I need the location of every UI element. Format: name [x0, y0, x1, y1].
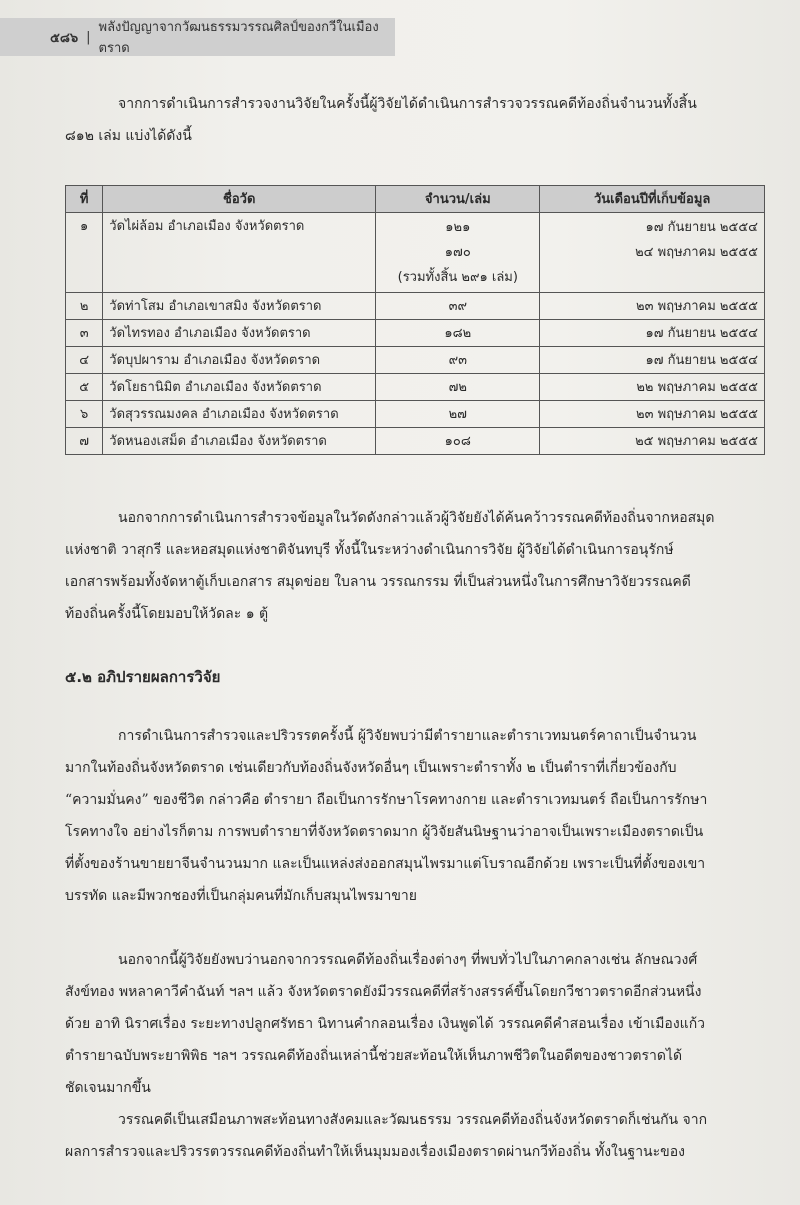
cell-temple: วัดไทรทอง อำเภอเมือง จังหวัดตราด [103, 320, 376, 347]
table-row [66, 213, 765, 293]
discussion-paragraph-3-cont [65, 1136, 685, 1168]
cell-temple: วัดท่าโสม อำเภอเขาสมิง จังหวัดตราด [103, 293, 376, 320]
table-row [66, 347, 765, 374]
cell-quantity: ๗๒ [376, 374, 540, 401]
temple-table [65, 185, 765, 455]
table-row [66, 401, 765, 428]
text-line: นอกจากการดำเนินการสำรวจข้อมูลในวัดดังกล่าวแล้วผู้วิจัยยังได้ค้นคว้าวรรณคดีท้องถิ่นจากหอสมุด [118, 510, 715, 526]
col-header-no: ที่ [66, 186, 103, 213]
header-separator: | [86, 29, 91, 45]
cell-no: ๔ [66, 347, 103, 374]
cell-temple: วัดโยธานิมิต อำเภอเมือง จังหวัดตราด [103, 374, 376, 401]
cell-temple: วัดสุวรรณมงคล อำเภอเมือง จังหวัดตราด [103, 401, 376, 428]
after-table-paragraph-cont [65, 534, 691, 630]
cell-no: ๑ [66, 213, 103, 293]
table-row [66, 320, 765, 347]
cell-date: ๑๗ กันยายน ๒๕๕๔ [540, 320, 765, 347]
table-row [66, 293, 765, 320]
discussion-paragraph-2 [118, 944, 697, 976]
text-line: แห่งชาติ วาสุกรี และหอสมุดแห่งชาติจันทบุรี ทั้งนี้ในระหว่างดำเนินการวิจัย ผู้วิจัยได้ดำเนินการอนุรักษ์ [65, 542, 674, 558]
cell-date: ๑๗ กันยายน ๒๕๕๔ [540, 347, 765, 374]
intro-paragraph-cont [65, 120, 192, 152]
text-line: โรคทางใจ อย่างไรก็ตาม การพบตำรายาที่จังหวัดตราดมาก ผู้วิจัยสันนิษฐานว่าอาจเป็นเพราะเมืองตราดเป็น [65, 824, 704, 840]
cell-quantity: ๑๐๘ [376, 428, 540, 455]
col-header-date: วันเดือนปีที่เก็บข้อมูล [540, 186, 765, 213]
text-line: บรรทัด และมีพวกชองที่เป็นกลุ่มคนที่มักเก็บสมุนไพรมาขาย [65, 888, 417, 904]
discussion-paragraph-1 [118, 720, 696, 752]
table-header-row [66, 186, 765, 213]
cell-temple: วัดหนองเสม็ด อำเภอเมือง จังหวัดตราด [103, 428, 376, 455]
cell-temple: วัดไผ่ล้อม อำเภอเมือง จังหวัดตราด [103, 213, 376, 293]
date-value: ๑๗ กันยายน ๒๕๕๔ [645, 220, 758, 235]
intro-paragraph [118, 88, 697, 120]
text-line: วรรณคดีเป็นเสมือนภาพสะท้อนทางสังคมและวัฒนธรรม วรรณคดีท้องถิ่นจังหวัดตราดก็เช่นกัน จาก [118, 1112, 708, 1128]
discussion-paragraph-1-cont [65, 752, 707, 912]
cell-date: ๒๒ พฤษภาคม ๒๕๕๕ [540, 374, 765, 401]
page-number: ๕๘๖ [50, 30, 79, 46]
text-line: สังข์ทอง พหลาคาวีคำฉันท์ ฯลฯ แล้ว จังหวัดตราดยังมีวรรณคดีที่สร้างสรรค์ขึ้นโดยกวีชาวตราดอีกส่วนหนึ่ง [65, 984, 702, 1000]
text-line: ๘๑๒ เล่ม แบ่งได้ดังนี้ [65, 128, 192, 144]
quantity-value: ๑๗๐ [444, 245, 471, 260]
cell-date [540, 213, 765, 293]
text-line: เอกสารพร้อมทั้งจัดหาตู้เก็บเอกสาร สมุดข่อย ใบลาน วรรณกรรม ที่เป็นส่วนหนึ่งในการศึกษาวิจัยวรรณคดี [65, 574, 691, 590]
text-line: ผลการสำรวจและปริวรรตวรรณคดีท้องถิ่นทำให้เห็นมุมมองเรื่องเมืองตราดผ่านกวีท้องถิ่น ทั้งในฐานะของ [65, 1144, 685, 1160]
date-value: ๒๔ พฤษภาคม ๒๕๕๕ [635, 245, 758, 260]
section-heading: ๕.๒ อภิปรายผลการวิจัย [65, 668, 221, 686]
cell-quantity: ๒๗ [376, 401, 540, 428]
cell-quantity: ๑๘๒ [376, 320, 540, 347]
quantity-value: ๑๒๑ [445, 220, 471, 235]
text-line: จากการดำเนินการสำรวจงานวิจัยในครั้งนี้ผู้วิจัยได้ดำเนินการสำรวจวรรณคดีท้องถิ่นจำนวนทั้งสิ้น [118, 96, 697, 112]
cell-date: ๒๓ พฤษภาคม ๒๕๕๕ [540, 401, 765, 428]
text-line: ตำรายาฉบับพระยาพิพิธ ฯลฯ วรรณคดีท้องถิ่นเหล่านี้ช่วยสะท้อนให้เห็นภาพชีวิตในอดีตของชาวตราดได้ [65, 1048, 683, 1064]
col-header-quantity: จำนวน/เล่ม [376, 186, 540, 213]
text-line: การดำเนินการสำรวจและปริวรรตครั้งนี้ ผู้วิจัยพบว่ามีตำรายาและตำราเวทมนตร์คาถาเป็นจำนวน [118, 728, 697, 744]
header-title: พลังปัญญาจากวัฒนธรรมวรรณศิลป์ของกวีในเมืองตราด [98, 20, 379, 56]
cell-quantity [376, 213, 540, 293]
cell-no: ๒ [66, 293, 103, 320]
cell-date: ๒๓ พฤษภาคม ๒๕๕๕ [540, 293, 765, 320]
text-line: มากในท้องถิ่นจังหวัดตราด เช่นเดียวกับท้องถิ่นจังหวัดอื่นๆ เป็นเพราะตำราทั้ง ๒ เป็นตำราที่เกี่ยวข้องกับ [65, 760, 677, 776]
cell-temple: วัดบุปผาราม อำเภอเมือง จังหวัดตราด [103, 347, 376, 374]
text-line: ที่ตั้งของร้านขายยาจีนจำนวนมาก และเป็นแหล่งส่งออกสมุนไพรมาแต่โบราณอีกด้วย เพราะเป็นที่ตั้งของเขา [65, 856, 706, 872]
text-line: นอกจากนี้ผู้วิจัยยังพบว่านอกจากวรรณคดีท้องถิ่นเรื่องต่างๆ ที่พบทั่วไปในภาคกลางเช่น ลักษณวงศ์ [118, 952, 698, 968]
cell-no: ๕ [66, 374, 103, 401]
text-line: ท้องถิ่นครั้งนี้โดยมอบให้วัดละ ๑ ตู้ [65, 606, 269, 622]
running-header [0, 18, 395, 56]
table-row [66, 374, 765, 401]
cell-quantity: ๓๙ [376, 293, 540, 320]
cell-date: ๒๕ พฤษภาคม ๒๕๕๕ [540, 428, 765, 455]
text-line: ด้วย อาทิ นิราศเรื่อง ระยะทางปลูกศรัทธา นิทานคำกลอนเรื่อง เงินพูดได้ วรรณคดีคำสอนเรื่อง เข้าเมืองแก้ว [65, 1016, 706, 1032]
text-line: “ความมั่นคง” ของชีวิต กล่าวคือ ตำรายา ถือเป็นการรักษาโรคทางกาย และตำราเวทมนตร์ ถือเป็นการรักษา [65, 792, 708, 808]
text-line: ชัดเจนมากขึ้น [65, 1080, 151, 1096]
cell-no: ๖ [66, 401, 103, 428]
col-header-temple: ชื่อวัด [103, 186, 376, 213]
cell-quantity: ๙๓ [376, 347, 540, 374]
discussion-paragraph-3 [118, 1104, 707, 1136]
cell-no: ๓ [66, 320, 103, 347]
after-table-paragraph [118, 502, 714, 534]
table-row [66, 428, 765, 455]
cell-no: ๗ [66, 428, 103, 455]
discussion-paragraph-2-cont [65, 976, 705, 1104]
quantity-total: (รวมทั้งสิ้น ๒๙๑ เล่ม) [397, 270, 518, 285]
